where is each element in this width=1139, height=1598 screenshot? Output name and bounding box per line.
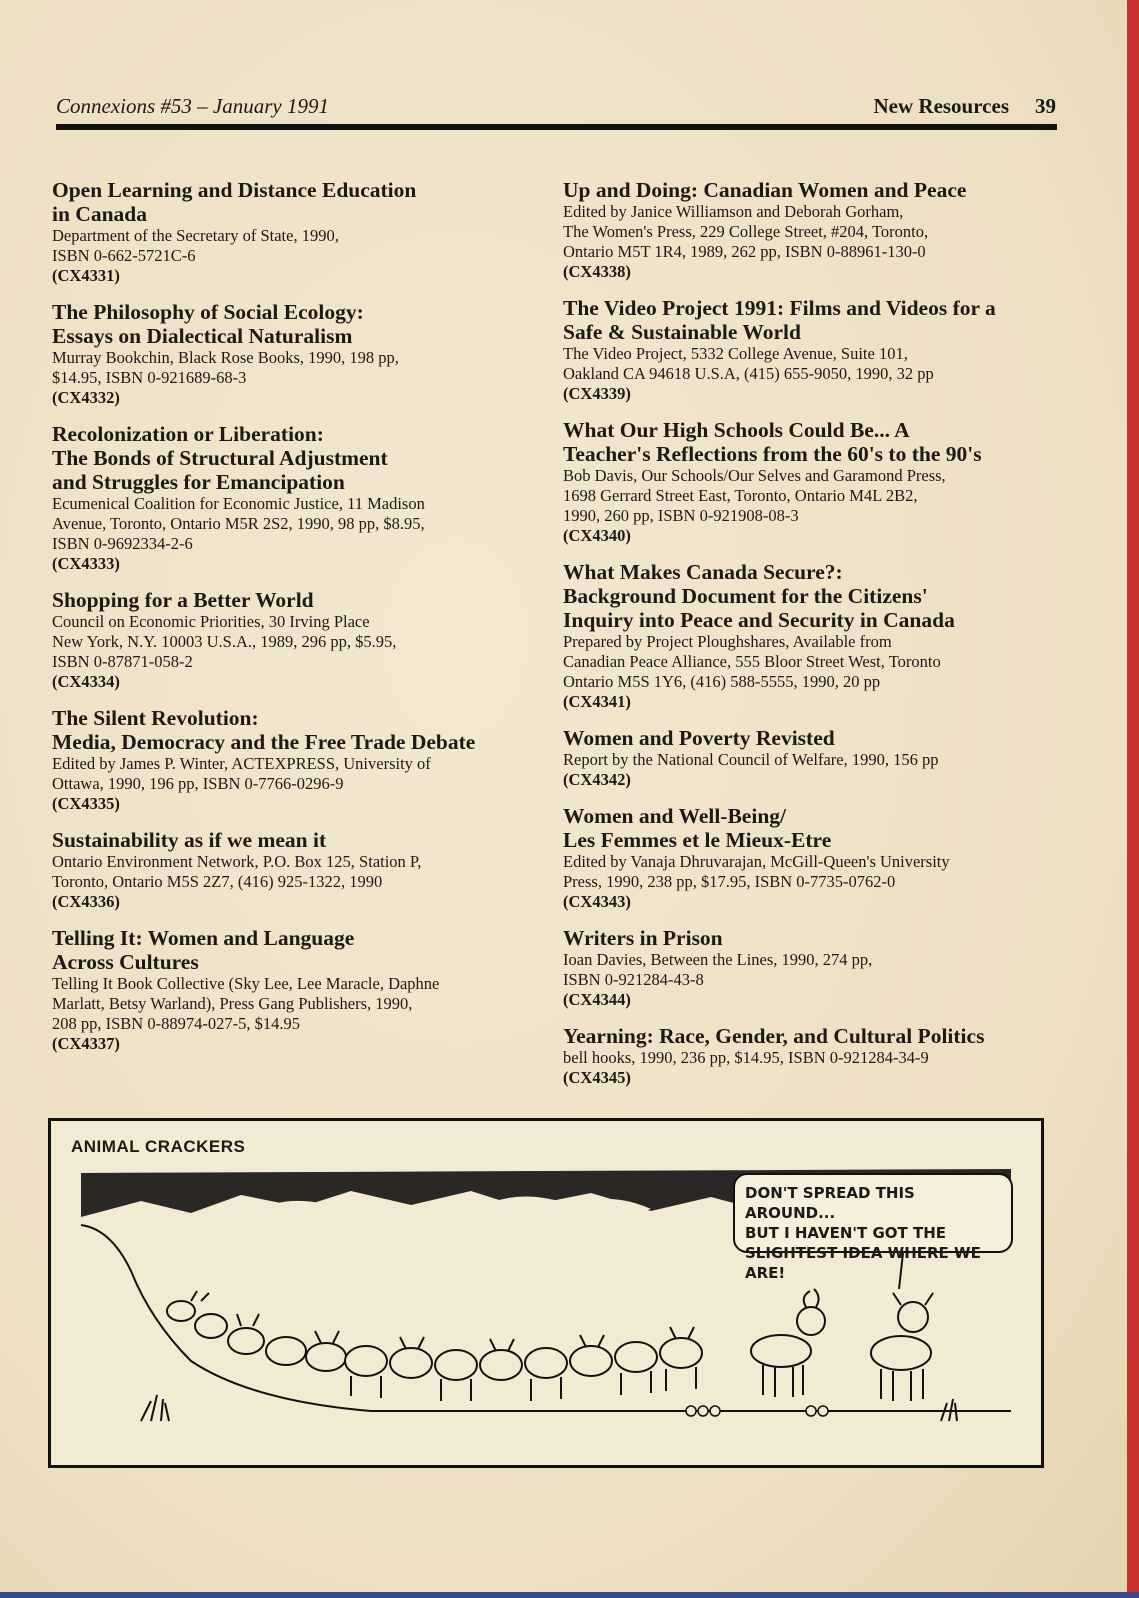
resource-details: Telling It Book Collective (Sky Lee, Lee Maracle, Daphne Marlatt, Betsy Warland), Press Gang Publishers, 1990, 208 pp, ISBN 0-88974-027-5, $14.95 [52, 974, 440, 1033]
speech-balloon: DON'T SPREAD THIS AROUND... BUT I HAVEN'T GOT THE SLIGHTEST IDEA WHERE WE ARE! [733, 1173, 1013, 1253]
comic-title: ANIMAL CRACKERS [71, 1137, 246, 1156]
resource-entry [563, 296, 1053, 404]
resource-title: Shopping for a Better World [52, 588, 314, 612]
resource-entry [563, 1024, 1053, 1088]
resource-entry [563, 726, 1053, 790]
resource-title: Yearning: Race, Gender, and Cultural Politics [563, 1024, 985, 1048]
resource-code: (CX4342) [563, 770, 631, 789]
resource-entry [52, 178, 542, 286]
resource-details: Murray Bookchin, Black Rose Books, 1990, 198 pp, $14.95, ISBN 0-921689-68-3 [52, 348, 399, 387]
resource-entry [52, 300, 542, 408]
resource-code: (CX4337) [52, 1034, 120, 1053]
resource-title: The Philosophy of Social Ecology: Essays on Dialectical Naturalism [52, 300, 364, 348]
resource-entry [52, 828, 542, 912]
resource-code: (CX4340) [563, 526, 631, 545]
resource-title: Telling It: Women and Language Across Cultures [52, 926, 355, 974]
resource-details: The Video Project, 5332 College Avenue, Suite 101, Oakland CA 94618 U.S.A, (415) 655-9050, 1990, 32 pp [563, 344, 934, 383]
grass-tuft [141, 1395, 957, 1421]
cattle-herd [167, 1301, 702, 1380]
resource-code: (CX4343) [563, 892, 631, 911]
resource-details: Report by the National Council of Welfare, 1990, 156 pp [563, 750, 939, 769]
resource-code: (CX4338) [563, 262, 631, 281]
header-rule [56, 124, 1057, 130]
publication-title: Connexions #53 – January 1991 [56, 94, 329, 118]
right-column [563, 178, 1053, 1102]
page-edge [1127, 0, 1139, 1598]
resource-title: Up and Doing: Canadian Women and Peace [563, 178, 967, 202]
resource-title: Women and Well-Being/ Les Femmes et le Mieux-Etre [563, 804, 832, 852]
left-column [52, 178, 542, 1068]
resource-code: (CX4339) [563, 384, 631, 403]
resource-title: What Makes Canada Secure?: Background Document for the Citizens' Inquiry into Peace and Security in Canada [563, 560, 955, 632]
lead-animal [751, 1289, 933, 1401]
resource-title: Sustainability as if we mean it [52, 828, 327, 852]
resource-title: The Video Project 1991: Films and Videos for a Safe & Sustainable World [563, 296, 996, 344]
section-name: New Resources [873, 94, 1009, 118]
resource-title: The Silent Revolution: Media, Democracy and the Free Trade Debate [52, 706, 476, 754]
resource-details: Edited by Janice Williamson and Deborah Gorham, The Women's Press, 229 College Street, #204, Toronto, Ontario M5T 1R4, 1989, 262 pp, ISBN 0-88961-130-0 [563, 202, 929, 261]
comic-strip [48, 1118, 1044, 1468]
resource-code: (CX4331) [52, 266, 120, 285]
resource-details: Ontario Environment Network, P.O. Box 125, Station P, Toronto, Ontario M5S 2Z7, (416) 925-1322, 1990 [52, 852, 422, 891]
resource-entry [563, 926, 1053, 1010]
resource-entry [563, 560, 1053, 712]
resource-details: Council on Economic Priorities, 30 Irving Place New York, N.Y. 10003 U.S.A., 1989, 296 pp, $5.95, ISBN 0-87871-058-2 [52, 612, 397, 671]
resource-entry [52, 926, 542, 1054]
page-number: 39 [1035, 94, 1056, 118]
resource-details: Ecumenical Coalition for Economic Justice, 11 Madison Avenue, Toronto, Ontario M5R 2S2, 1990, 98 pp, $8.95, ISBN 0-9692334-2-6 [52, 494, 425, 553]
resource-code: (CX4334) [52, 672, 120, 691]
resource-title: Women and Poverty Revisted [563, 726, 835, 750]
resource-code: (CX4344) [563, 990, 631, 1009]
resource-details: Edited by James P. Winter, ACTEXPRESS, University of Ottawa, 1990, 196 pp, ISBN 0-7766-0296-9 [52, 754, 431, 793]
resource-code: (CX4335) [52, 794, 120, 813]
resource-details: bell hooks, 1990, 236 pp, $14.95, ISBN 0-921284-34-9 [563, 1048, 929, 1067]
resource-entry [563, 804, 1053, 912]
resource-entry [563, 418, 1053, 546]
resource-code: (CX4332) [52, 388, 120, 407]
resource-details: Ioan Davies, Between the Lines, 1990, 274 pp, ISBN 0-921284-43-8 [563, 950, 873, 989]
resource-title: Open Learning and Distance Education in Canada [52, 178, 417, 226]
resource-details: Prepared by Project Ploughshares, Available from Canadian Peace Alliance, 555 Bloor Street West, Toronto Ontario M5S 1Y6, (416) 588-5555, 1990, 20 pp [563, 632, 941, 691]
running-header [56, 92, 1056, 126]
cattle-horns [191, 1291, 694, 1351]
resource-code: (CX4341) [563, 692, 631, 711]
resource-details: Edited by Vanaja Dhruvarajan, McGill-Queen's University Press, 1990, 238 pp, $17.95, ISBN 0-7735-0762-0 [563, 852, 950, 891]
page-edge-bottom [0, 1592, 1139, 1598]
resource-code: (CX4333) [52, 554, 120, 573]
resource-code: (CX4336) [52, 892, 120, 911]
resource-title: What Our High Schools Could Be... A Teacher's Reflections from the 60's to the 90's [563, 418, 982, 466]
resource-details: Department of the Secretary of State, 1990, ISBN 0-662-5721C-6 [52, 226, 339, 265]
resource-entry [563, 178, 1053, 282]
resource-entry [52, 706, 542, 814]
resource-entry [52, 422, 542, 574]
cloud [251, 1201, 421, 1222]
resource-details: Bob Davis, Our Schools/Our Selves and Garamond Press, 1698 Gerrard Street East, Toronto, Ontario M4L 2B2, 1990, 260 pp, ISBN 0-921908-08-3 [563, 466, 946, 525]
resource-code: (CX4345) [563, 1068, 631, 1087]
section-heading [874, 94, 1057, 119]
resource-title: Writers in Prison [563, 926, 723, 950]
resource-title: Recolonization or Liberation: The Bonds of Structural Adjustment and Struggles for Emancipation [52, 422, 388, 494]
resource-entry [52, 588, 542, 692]
